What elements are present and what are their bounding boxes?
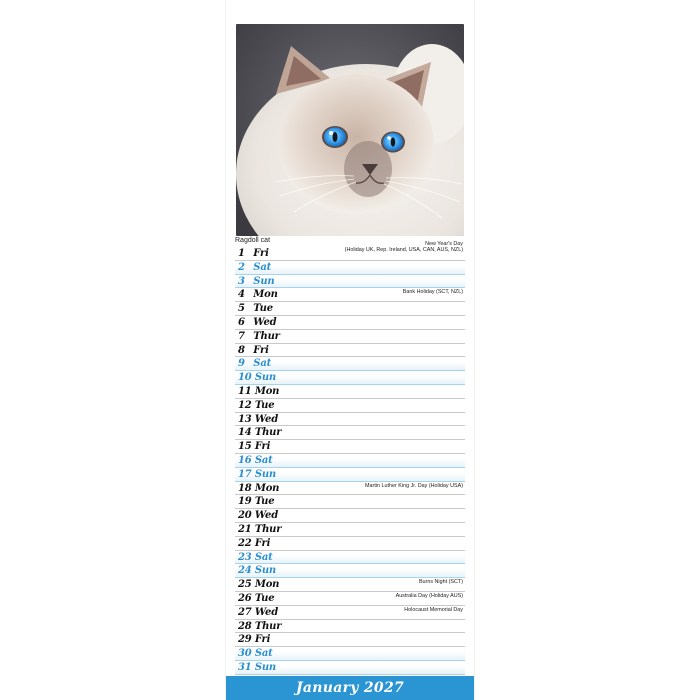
day-row: [235, 316, 465, 330]
day-label: [238, 496, 274, 507]
day-number: 19: [238, 496, 252, 508]
day-name: Sun: [254, 565, 276, 577]
day-label: [238, 469, 276, 480]
day-name: Thur: [254, 523, 282, 535]
holiday-note-line: Holocaust Memorial Day: [404, 606, 463, 613]
day-number: 24: [238, 565, 252, 577]
day-label: [238, 510, 278, 521]
holiday-note-line: New Year's Day: [425, 241, 463, 247]
holiday-note: [396, 593, 463, 599]
day-name: Wed: [253, 316, 277, 328]
day-name: Thur: [253, 330, 280, 342]
day-number: 6: [238, 316, 245, 328]
day-row: [235, 537, 465, 551]
day-name: Wed: [254, 413, 278, 425]
day-row: [235, 523, 465, 537]
day-label: [238, 483, 279, 494]
day-name: Sun: [254, 372, 276, 384]
day-label: [238, 648, 273, 659]
day-name: Mon: [253, 289, 278, 301]
day-row: [235, 661, 465, 675]
day-name: Wed: [254, 606, 278, 618]
day-number: 3: [238, 275, 245, 287]
holiday-note-line: Bank Holiday (SCT, NZL): [402, 289, 463, 296]
day-number: 31: [238, 661, 252, 673]
day-name: Fri: [254, 441, 271, 453]
day-row: [235, 564, 465, 578]
day-number: 21: [238, 523, 252, 535]
day-list: [235, 241, 465, 675]
day-number: 10: [238, 372, 252, 384]
day-label: [238, 358, 271, 369]
day-number: 13: [238, 413, 252, 425]
holiday-note: [404, 607, 463, 613]
day-row: [235, 413, 465, 427]
day-row: [235, 578, 465, 592]
day-label: [238, 317, 276, 328]
day-name: Sat: [254, 454, 273, 466]
day-number: 29: [238, 634, 252, 646]
day-number: 2: [238, 261, 245, 273]
day-number: 9: [238, 358, 245, 370]
holiday-note: [403, 289, 463, 295]
day-name: Sat: [253, 358, 272, 370]
day-row: [235, 357, 465, 371]
day-label: [238, 372, 276, 383]
holiday-note-line: Martin Luther King Jr. Day (Holiday USA): [365, 482, 463, 489]
holiday-note-line: Australia Day (Holiday AUS): [395, 592, 463, 599]
day-number: 5: [238, 303, 245, 315]
day-row: [235, 482, 465, 496]
day-label: [238, 414, 278, 425]
day-label: [238, 593, 274, 604]
day-number: 14: [238, 427, 252, 439]
day-row: [235, 330, 465, 344]
day-row: [235, 606, 465, 620]
day-label: [238, 552, 273, 563]
day-row: [235, 592, 465, 606]
day-label: [238, 276, 274, 287]
day-number: 25: [238, 579, 252, 591]
day-row: [235, 302, 465, 316]
day-number: 26: [238, 592, 252, 604]
day-label: [238, 345, 269, 356]
day-row: [235, 426, 465, 440]
day-label: [238, 565, 276, 576]
day-number: 28: [238, 620, 252, 632]
day-number: 8: [238, 344, 245, 356]
day-row: [235, 241, 465, 261]
day-row: [235, 551, 465, 565]
day-number: 30: [238, 648, 252, 660]
day-name: Fri: [253, 248, 269, 259]
day-number: 17: [238, 468, 252, 480]
day-number: 18: [238, 482, 252, 494]
day-label: [238, 289, 278, 300]
month-title: January 2027: [295, 680, 405, 696]
day-label: [238, 441, 270, 452]
day-row: [235, 509, 465, 523]
day-number: 4: [238, 289, 245, 301]
holiday-note: [365, 483, 463, 489]
day-name: Tue: [253, 303, 273, 315]
day-name: Fri: [254, 634, 271, 646]
day-label: [238, 331, 280, 342]
day-label: [238, 400, 274, 411]
holiday-note: [345, 241, 463, 254]
day-row: [235, 620, 465, 634]
day-name: Fri: [253, 344, 269, 356]
day-label: [238, 455, 273, 466]
day-label: [238, 248, 269, 259]
day-number: 1: [238, 248, 245, 259]
day-number: 27: [238, 606, 252, 618]
photo-caption: Ragdoll cat: [235, 237, 271, 244]
day-row: [235, 633, 465, 647]
day-number: 7: [238, 330, 245, 342]
day-label: [238, 303, 273, 314]
day-row: [235, 399, 465, 413]
cat-photo: [236, 24, 464, 236]
day-row: [235, 371, 465, 385]
day-label: [238, 386, 279, 397]
day-row: [235, 454, 465, 468]
day-number: 22: [238, 537, 252, 549]
day-name: Tue: [254, 496, 275, 508]
day-name: Tue: [254, 399, 275, 411]
day-row: [235, 468, 465, 482]
ragdoll-cat-image: [236, 24, 464, 236]
day-row: [235, 261, 465, 275]
holiday-note-line: (Holiday UK, Rep. Ireland, USA, CAN, AUS, NZL): [344, 247, 463, 254]
day-row: [235, 647, 465, 661]
day-name: Sun: [254, 468, 276, 480]
day-label: [238, 579, 279, 590]
day-row: [235, 385, 465, 399]
day-row: [235, 275, 465, 289]
day-row: [235, 344, 465, 358]
day-name: Sat: [254, 551, 273, 563]
day-label: [238, 634, 270, 645]
day-name: Mon: [254, 579, 280, 591]
day-label: [238, 662, 276, 673]
day-name: Sat: [254, 648, 273, 660]
day-label: [238, 262, 271, 273]
day-number: 16: [238, 454, 252, 466]
day-name: Sun: [253, 275, 275, 287]
day-row: [235, 440, 465, 454]
day-name: Mon: [254, 482, 280, 494]
day-number: 11: [238, 385, 252, 397]
holiday-note: [419, 579, 463, 585]
wall-calendar-page: [226, 0, 474, 700]
day-row: [235, 288, 465, 302]
day-name: Wed: [254, 510, 278, 522]
day-name: Tue: [254, 592, 275, 604]
day-name: Thur: [254, 620, 282, 632]
day-name: Mon: [254, 385, 280, 397]
day-label: [238, 427, 281, 438]
day-number: 20: [238, 510, 252, 522]
day-number: 23: [238, 551, 252, 563]
day-label: [238, 607, 278, 618]
day-row: [235, 495, 465, 509]
day-number: 12: [238, 399, 252, 411]
day-label: [238, 524, 281, 535]
holiday-note-line: Burns Night (SCT): [418, 579, 463, 586]
day-number: 15: [238, 441, 252, 453]
day-name: Sun: [254, 661, 276, 673]
month-banner: [226, 676, 474, 700]
day-label: [238, 621, 281, 632]
day-name: Sat: [253, 261, 272, 273]
day-name: Fri: [254, 537, 271, 549]
day-name: Thur: [254, 427, 282, 439]
day-label: [238, 538, 270, 549]
